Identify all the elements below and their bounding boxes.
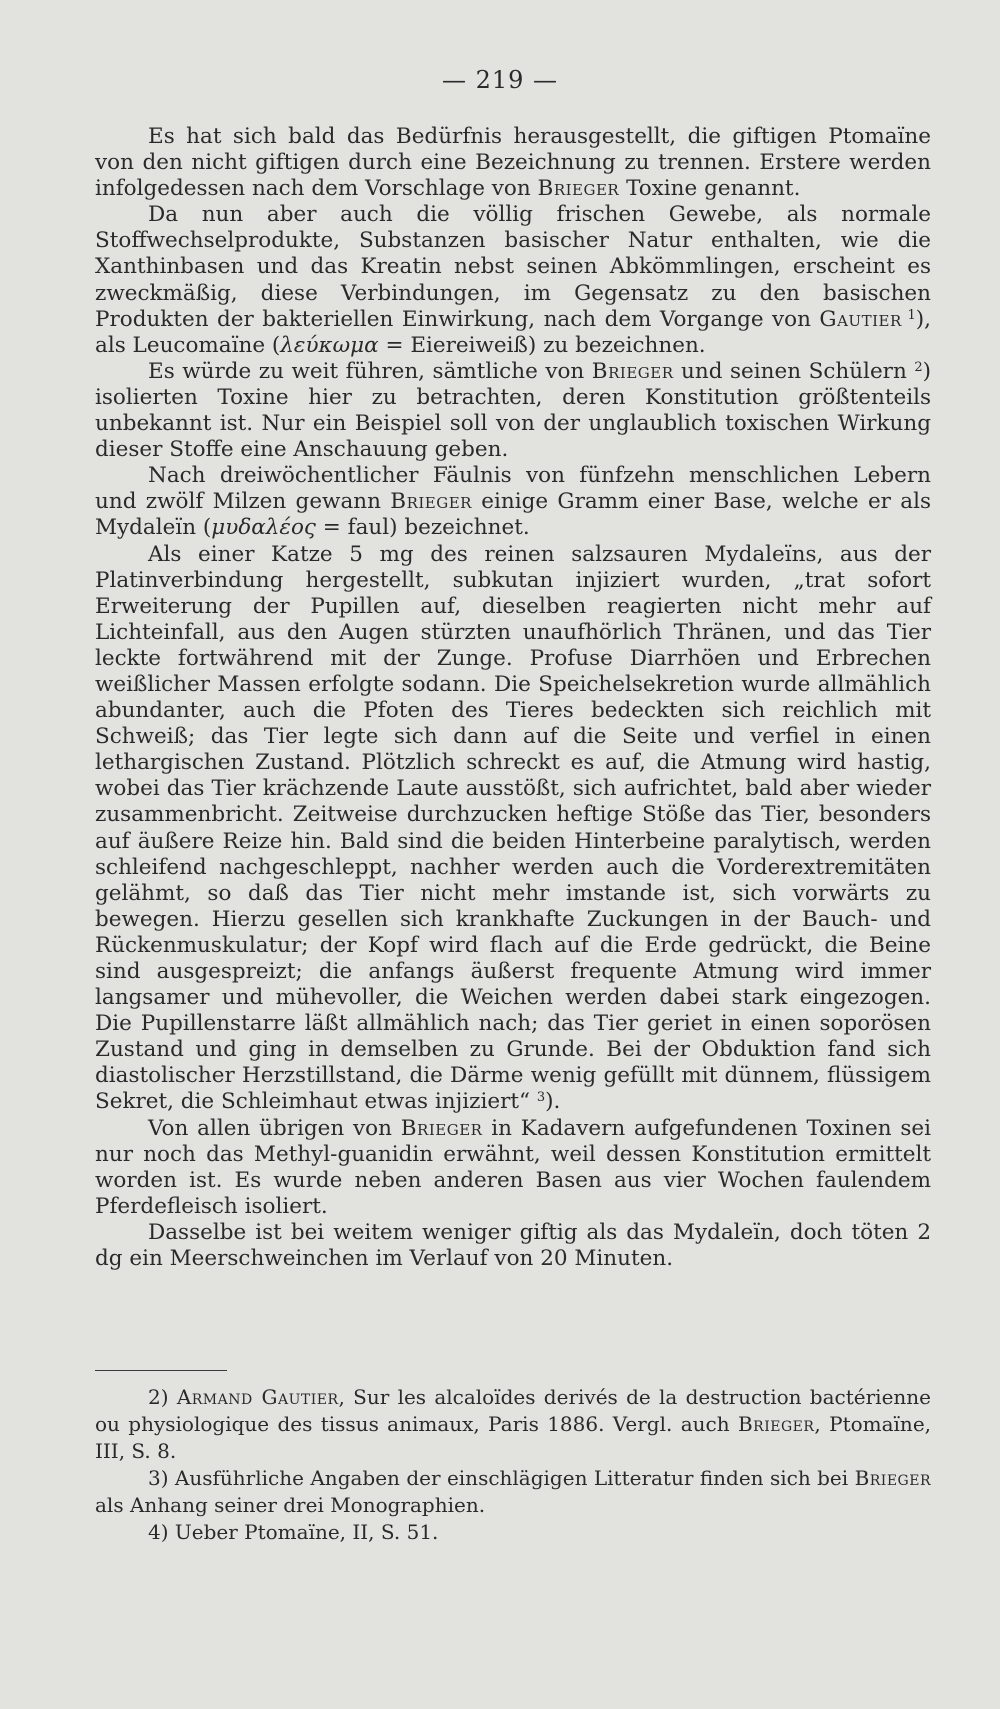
text-run: Toxine genannt. [619,176,801,202]
text-run: , Ptomaïne, III, S. 8. [95,1412,932,1463]
paragraph [95,1220,931,1272]
text-run: Als einer Katze 5 mg des reinen salzsauren Mydaleïns, aus der Platinverbindung hergestellt, subkutan injiziert wurden, „trat sofort Erweiterung der Pupillen auf, dieselben reagierten nicht mehr auf Lichteinfall, aus den Augen stürzten unaufhörlich Thränen, und das Tier leckte fortwährend mit der Zunge. Profuse Diarrhöen und Erbrechen weißlicher Massen erfolgte sodann. Die Speichelsekretion wurde allmählich abundanter, auch die Pfoten des Tieres bedeckten sich reichlich mit Schweiß; das Tier legte sich dann auf die Seite und verfiel in einen lethargischen Zustand. Plötzlich schreckt es auf, die Atmung wird hastig, wobei das Tier krächzende Laute ausstößt, sich aufrichtet, bald aber wieder zusammenbricht. Zeitweise durchzucken heftige Stöße das Tier, besonders auf äußere Reize hin. Bald sind die beiden Hinterbeine paralytisch, werden schleifend nachgeschleppt, nachher werden auch die Vorderextremitäten gelähmt, so daß das Tier nicht mehr imstande ist, sich vorwärts zu bewegen. Hierzu gesellen sich krankhafte Zuckungen in der Bauch- und Rückenmuskulatur; der Kopf wird flach auf die Erde gedrückt, die Beine sind ausgespreizt; die anfangs äußerst frequente Atmung wird immer langsamer und mühevoller, die Weichen werden dabei stark eingezogen. Die Pupillenstarre läßt allmählich nach; das Tier geriet in einen soporösen Zustand und ging in demselben zu Grunde. Bei der Obduktion fand sich diastolischer Herzstillstand, die Därme wenig gefüllt mit dünnem, flüssigem Sekret, die Schleimhaut etwas injiziert“ [95,541,931,1115]
text-run: in Kadavern aufgefundenen Toxinen sei nur noch das Methyl-guanidin erwähnt, weil dessen Konstitution ermittelt worden ist. Es wurde neben anderen Basen aus vier Wochen faulendem Pferdefleisch isoliert. [95,1115,931,1219]
paragraph [95,359,931,463]
paragraph [95,1116,931,1220]
paragraph [95,202,931,359]
footnote [95,1519,931,1546]
text-run: ) isolierten Toxine hier zu betrachten, deren Konstitution größtenteils unbekannt ist. Nur ein Beispiel soll von der unglaublich toxischen Wirkung dieser Stoffe eine Anschauung geben. [95,358,931,463]
body-text [95,124,931,1272]
author-name: Brieger [737,1412,815,1436]
text-run: als Anhang seiner drei Monographien. [95,1493,486,1517]
paragraph [95,542,931,1116]
author-name: Brieger [537,176,620,202]
text-run: ). [545,1089,561,1115]
greek-term: λεύκωμα [280,332,379,358]
text-run: 2) [148,1385,177,1409]
text-run: , Sur les alcaloïdes derivés de la destruction bactérienne ou physiologique des tissus animaux, Paris 1886. Vergl. auch [95,1385,931,1436]
text-run: Von allen übrigen von [148,1115,401,1141]
greek-term: μυδαλέος [211,515,316,541]
text-run: Da nun aber auch die völlig frischen Gewebe, als normale Stoffwechselprodukte, Substanzen basischer Natur enthalten, wie die Xanthinbasen und das Kreatin nebst seinen Abkömmlingen, erscheint es zweckmäßig, diese Verbindungen, im Gegensatz zu den basischen Produkten der bakteriellen Einwirkung, nach dem Vorgange von [95,202,931,332]
author-name: Armand Gautier [176,1385,339,1409]
text-run: Nach dreiwöchentlicher Fäulnis von fünfzehn menschlichen Lebern und zwölf Milzen gewann [95,463,931,515]
text-run: Es würde zu weit führen, sämtliche von [148,358,592,384]
page-number: — 219 — [441,66,559,94]
text-run: = Eiereiweiß) zu bezeichnen. [378,332,706,358]
footnote-ref: 3 [536,1090,546,1106]
text-run: 3) Ausführliche Angaben der einschlägigen Litteratur finden sich bei [148,1466,855,1490]
text-run: = faul) bezeichnet. [315,515,530,541]
footnote [95,1465,931,1519]
footnote [95,1384,931,1465]
author-name: Brieger [390,489,472,515]
author-name: Brieger [854,1466,931,1490]
text-run: und seinen Schülern [673,358,915,384]
footnote-divider [95,1370,227,1371]
paragraph [95,463,931,541]
footnote-ref: 2 [914,359,923,375]
text-run: 4) Ueber Ptomaïne, II, S. 51. [148,1520,439,1544]
paragraph [95,124,931,202]
author-name: Brieger [591,358,674,384]
author-name: Gautier [819,306,902,332]
text-run: einige Gramm einer Base, welche er als Mydaleïn ( [95,489,932,541]
text-run: ), als Leucomaïne ( [95,306,932,358]
author-name: Brieger [400,1115,483,1141]
text-run: Es hat sich bald das Bedürfnis herausgestellt, die giftigen Ptomaïne von den nicht giftigen durch eine Bezeichnung zu trennen. Erstere werden infolgedessen nach dem Vorschlage von [95,124,931,202]
footnotes [95,1384,931,1546]
footnote-ref: 1 [901,307,916,323]
text-run: Dasselbe ist bei weitem weniger giftig als das Mydaleïn, doch töten 2 dg ein Meerschweinchen im Verlauf von 20 Minuten. [95,1219,931,1272]
